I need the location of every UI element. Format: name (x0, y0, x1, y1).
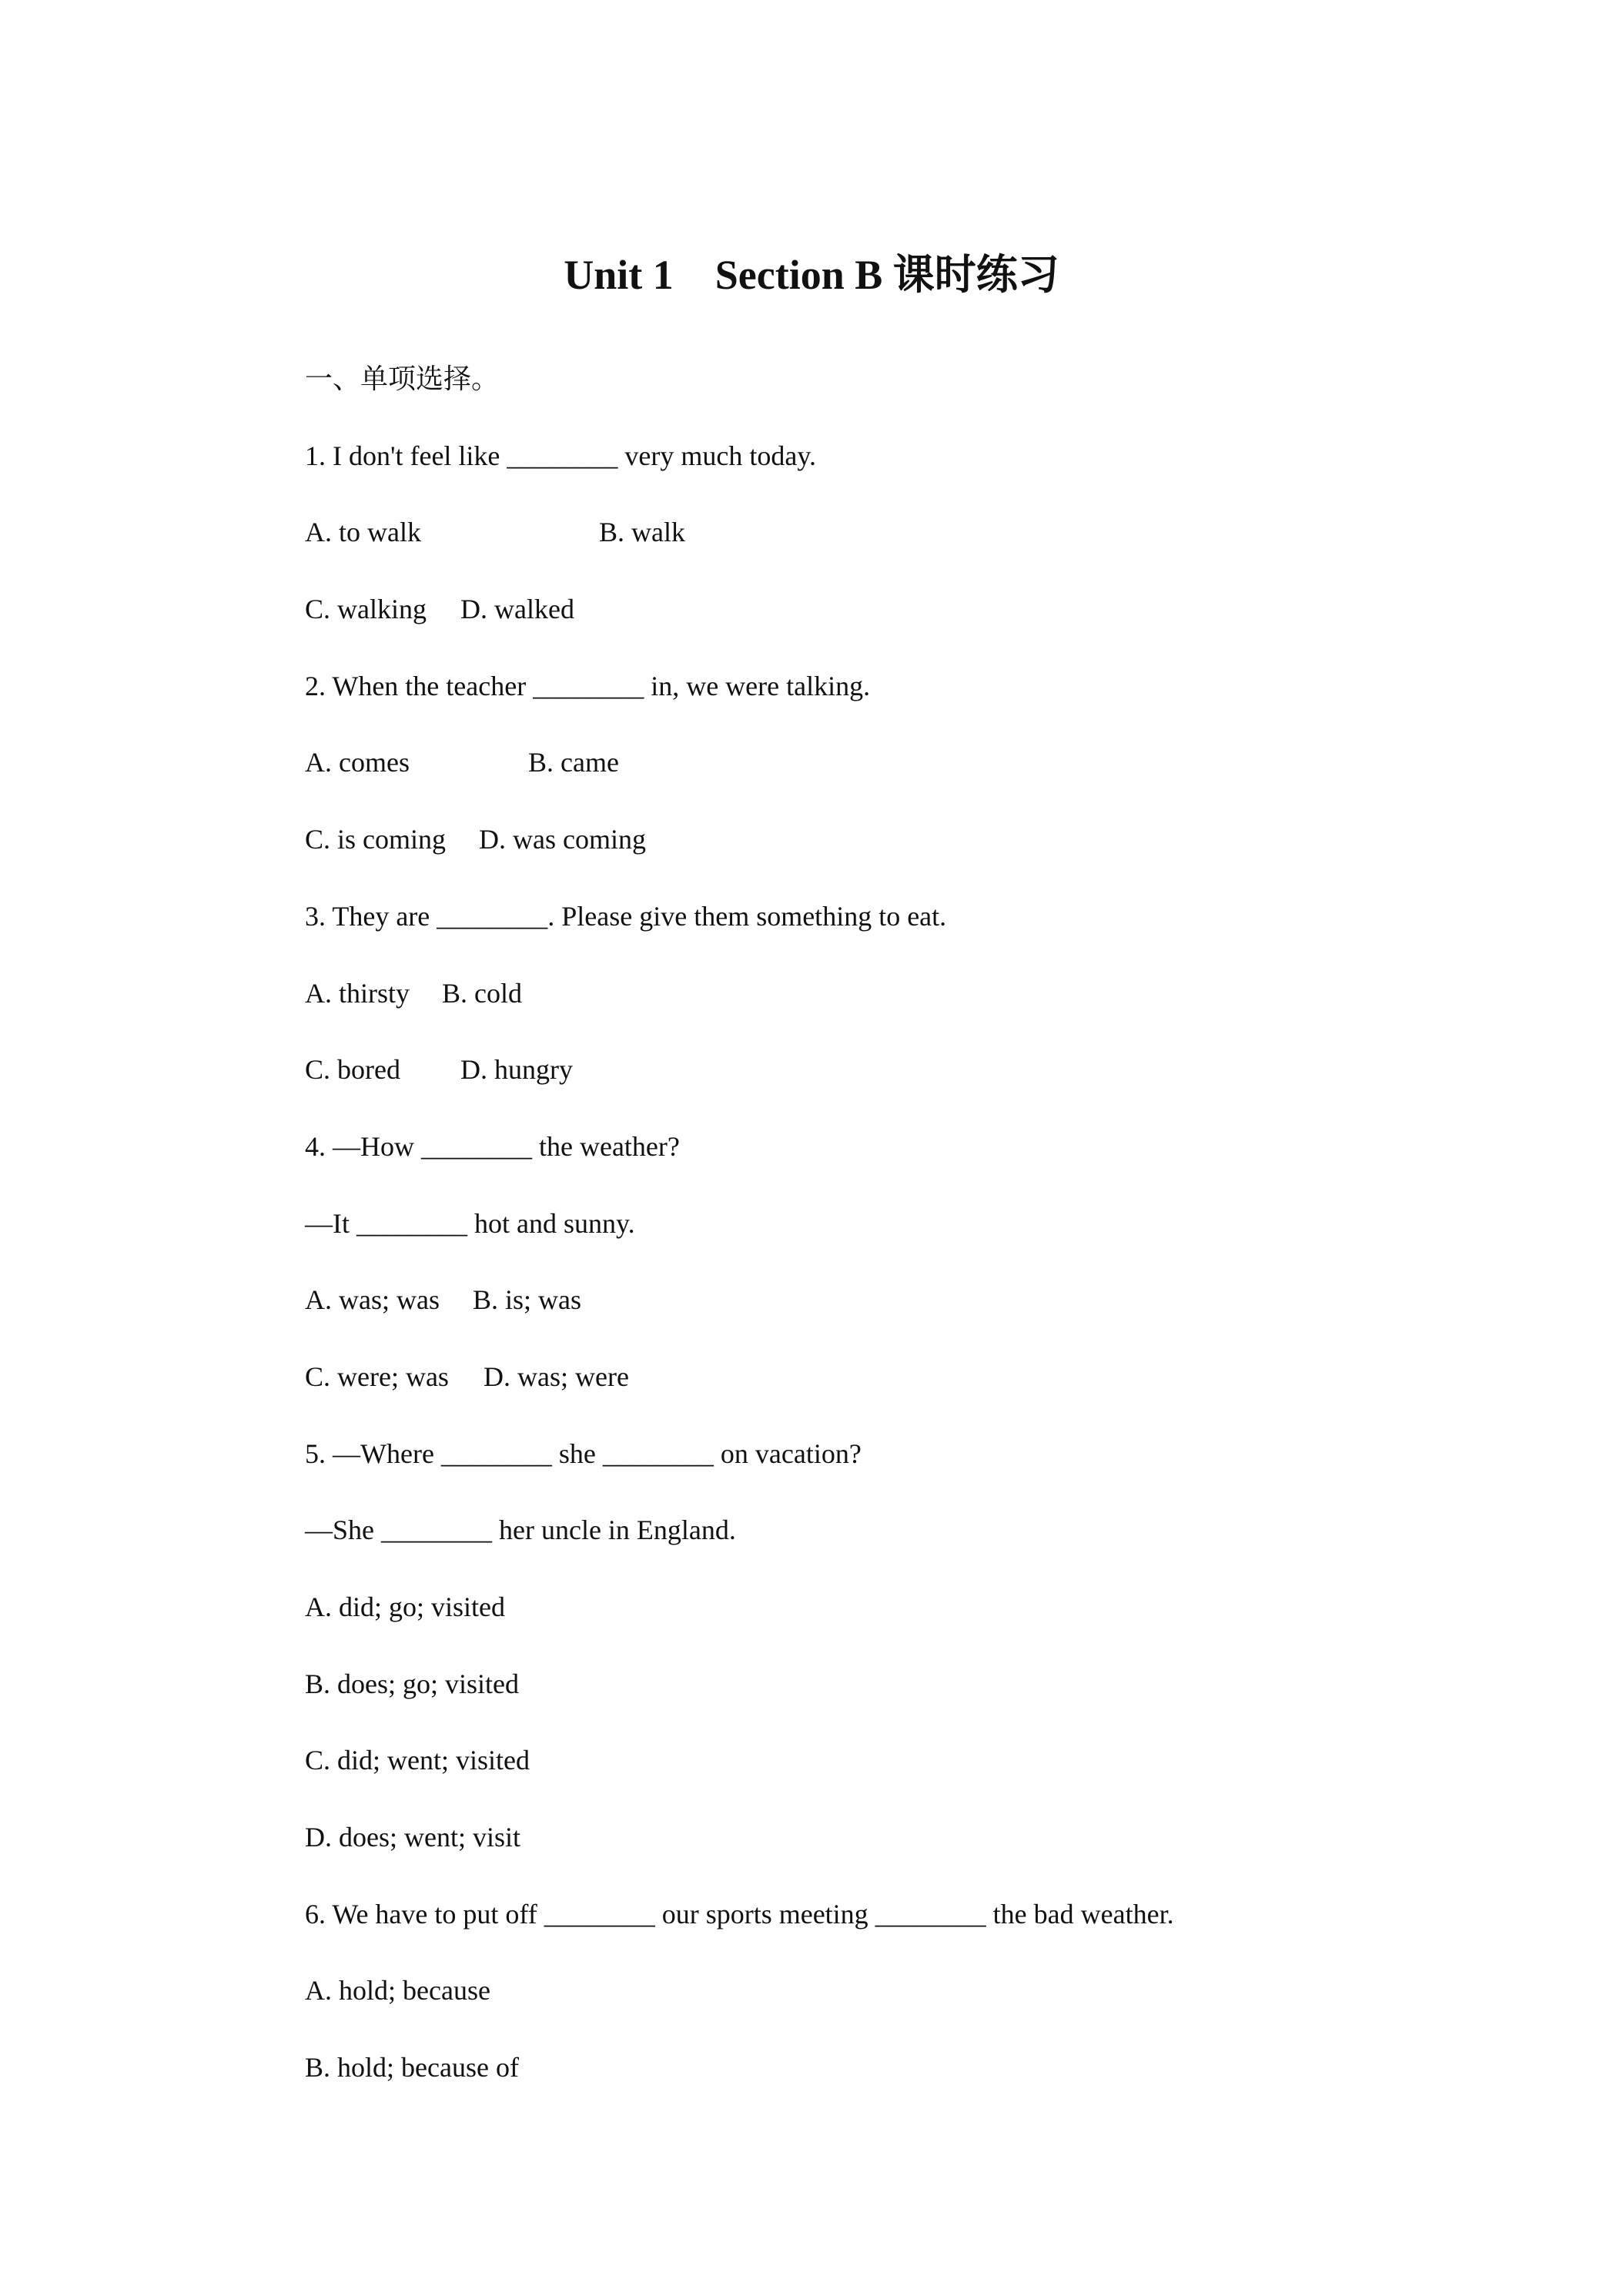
question-6-stem: 6. We have to put off ________ our sports meeting ________ the bad weather. (305, 1898, 1174, 1930)
question-6-option-b[interactable]: B. hold; because of (305, 2052, 519, 2083)
question-5-response: —She ________ her uncle in England. (305, 1514, 736, 1546)
question-1-options-row-2 (305, 586, 1537, 663)
question-1-stem: 1. I don't feel like ________ very much today. (305, 440, 816, 471)
question-4-option-a[interactable]: A. was; was (305, 1284, 440, 1316)
question-4-option-c[interactable]: C. were; was (305, 1361, 449, 1392)
question-3-options-row-1 (305, 970, 1537, 1047)
question-2-option-d[interactable]: D. was coming (479, 824, 646, 855)
question-4 (305, 1123, 1537, 1431)
question-2 (305, 663, 1537, 893)
question-2-option-c[interactable]: C. is coming (305, 824, 447, 855)
question-3 (305, 893, 1537, 1123)
question-1 (305, 433, 1537, 663)
question-2-options-row-1 (305, 739, 1537, 816)
question-2-options-row-2 (305, 816, 1537, 893)
question-5-option-c[interactable]: C. did; went; visited (305, 1745, 530, 1776)
question-2-stem: 2. When the teacher ________ in, we were talking. (305, 670, 871, 701)
page-title: Unit 1 Section B 课时练习 (564, 252, 1059, 298)
question-1-options-row-1 (305, 509, 1537, 586)
question-1-option-a[interactable]: A. to walk (305, 517, 421, 548)
question-6 (305, 1891, 1537, 2121)
question-3-option-b[interactable]: B. cold (442, 977, 522, 1009)
question-1-option-d[interactable]: D. walked (460, 594, 574, 625)
question-3-stem: 3. They are ________. Please give them something to eat. (305, 900, 947, 932)
question-3-option-d[interactable]: D. hungry (460, 1054, 573, 1086)
question-3-options-row-2 (305, 1046, 1537, 1123)
question-3-option-a[interactable]: A. thirsty (305, 977, 410, 1009)
question-1-option-c[interactable]: C. walking (305, 594, 427, 625)
question-5-option-d[interactable]: D. does; went; visit (305, 1822, 520, 1853)
question-4-options-row-1 (305, 1277, 1537, 1354)
question-4-response: —It ________ hot and sunny. (305, 1207, 635, 1239)
exercise-content (305, 356, 1537, 2121)
question-1-option-b[interactable]: B. walk (599, 517, 685, 548)
question-2-option-b[interactable]: B. came (528, 747, 619, 778)
question-5 (305, 1431, 1537, 1891)
section-heading: 一、单项选择。 (305, 363, 500, 394)
question-4-option-b[interactable]: B. is; was (473, 1284, 582, 1316)
question-6-option-a[interactable]: A. hold; because (305, 1975, 490, 2006)
question-4-options-row-2 (305, 1354, 1537, 1431)
question-2-option-a[interactable]: A. comes (305, 747, 410, 778)
question-5-stem: 5. —Where ________ she ________ on vacation? (305, 1438, 862, 1469)
question-3-option-c[interactable]: C. bored (305, 1054, 400, 1086)
question-5-option-b[interactable]: B. does; go; visited (305, 1668, 519, 1699)
question-5-option-a[interactable]: A. did; go; visited (305, 1591, 505, 1622)
question-4-option-d[interactable]: D. was; were (484, 1361, 629, 1392)
question-4-stem: 4. —How ________ the weather? (305, 1130, 680, 1162)
